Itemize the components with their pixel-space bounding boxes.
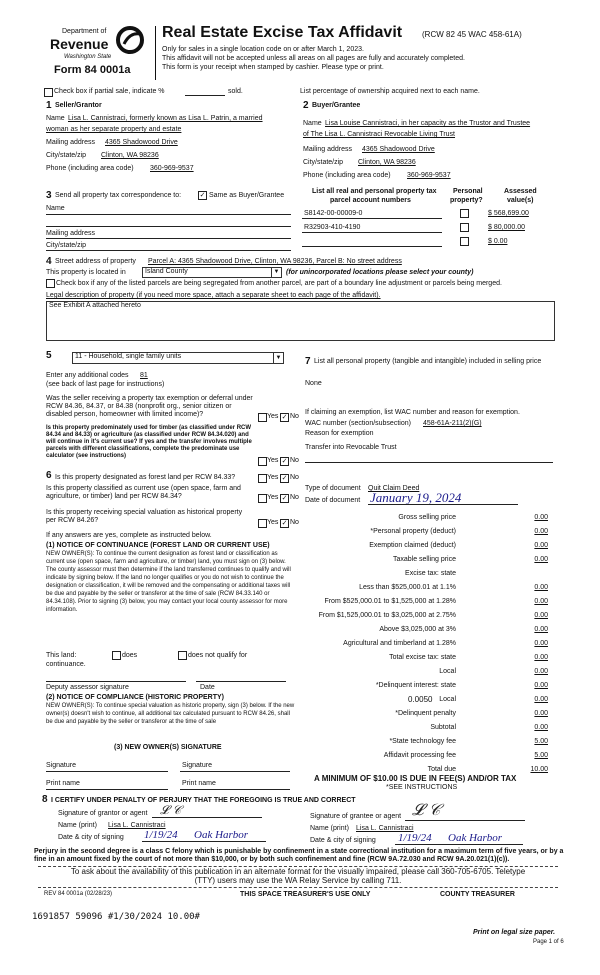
- sec7-label: List all personal property (tangible and intangible) included in selling price: [314, 358, 542, 365]
- parcel-row-1[interactable]: S8142-00-00009-0: [304, 210, 363, 217]
- tax-line-value[interactable]: 5.00: [534, 738, 548, 745]
- buyer-name-line-1[interactable]: Lisa Louise Cannistraci, in her capacity as the Trustor and Trustee: [325, 120, 531, 127]
- see-back-note: (see back of last page for instructions): [46, 381, 165, 388]
- header-note-2: This affidavit will not be accepted unless all areas on all pages are fully and accurately completed.: [162, 55, 465, 62]
- tax-line-label: Subtotal: [430, 724, 456, 731]
- segregated-checkbox[interactable]: [46, 279, 55, 288]
- sec8-num: 8: [42, 794, 48, 805]
- doc-date-field[interactable]: January 19, 2024: [370, 490, 462, 505]
- corr-name-field[interactable]: [46, 214, 291, 215]
- sec6-q1-yes-label: Yes: [267, 474, 279, 481]
- buyer-mail-label: Mailing address: [303, 146, 353, 153]
- seller-mail-field[interactable]: 4365 Shadowood Drive: [105, 139, 178, 146]
- grantee-sig-label: Signature of grantee or agent: [310, 813, 402, 820]
- owner-sig-label-1: Signature: [46, 762, 76, 769]
- parcels-header-1: List all real and personal property tax: [312, 188, 437, 195]
- corr-name-field-2[interactable]: [46, 226, 291, 227]
- legal-label: Legal description of property (if you need more space, attach a separate sheet to each page of the affidavit).: [46, 292, 381, 299]
- buyer-phone-label: Phone (including area code): [303, 172, 391, 179]
- tax-line-label: *Delinquent interest: state: [375, 682, 456, 689]
- sec6-q3-yes-checkbox[interactable]: [258, 519, 267, 528]
- parcels-header-2: parcel account numbers: [330, 197, 411, 204]
- tax-line-value[interactable]: 0.00: [534, 710, 548, 717]
- corr-city-label: City/state/zip: [46, 242, 87, 249]
- header-note-3: This form is your receipt when stamped by cashier. Please type or print.: [162, 64, 384, 71]
- buyer-mail-field[interactable]: 4365 Shadowood Drive: [362, 146, 435, 153]
- tax-line-label: Gross selling price: [398, 514, 456, 521]
- rev-number: REV 84 0001a (02/28/23): [44, 891, 113, 897]
- parcel-row-3-value[interactable]: $ 0.00: [488, 238, 508, 245]
- ada-line-2: (TTY) users may use the WA Relay Service by calling 711.: [194, 876, 402, 885]
- county-value: Island County: [145, 268, 188, 275]
- new-owner-sig-title: (3) NEW OWNER(S) SIGNATURE: [114, 744, 222, 751]
- located-label: This property is located in: [46, 269, 126, 276]
- uninc-note: (for unincorporated locations please select your county): [286, 269, 474, 276]
- corr-label: Send all property tax correspondence to:: [55, 192, 182, 199]
- tax-line-value[interactable]: 0.00: [534, 584, 548, 591]
- sec5-q1-no-label: No: [290, 413, 299, 420]
- corr-city-field[interactable]: [46, 250, 291, 251]
- sec6-q3-no-label: No: [290, 519, 299, 526]
- buyer-phone-field[interactable]: 360-969-9537: [407, 172, 451, 179]
- sec5-num: 5: [46, 350, 52, 361]
- add-codes-label: Enter any additional codes: [46, 372, 129, 379]
- corr-name-label: Name: [46, 205, 65, 212]
- tax-line-value[interactable]: 0.00: [534, 626, 548, 633]
- sec5-q1-yes-label: Yes: [267, 413, 279, 420]
- buyer-name-line-2[interactable]: of The Lisa L. Cannistraci Revocable Living Trust: [303, 131, 456, 138]
- grantor-name-label: Name (print): [58, 822, 97, 829]
- partial-sale-checkbox[interactable]: [44, 88, 53, 97]
- tax-line-label: *State technology fee: [389, 738, 456, 745]
- deputy-signature-line[interactable]: [46, 681, 186, 682]
- land-does-not-checkbox[interactable]: [178, 651, 187, 660]
- sec5-q2-no-label: No: [290, 457, 299, 464]
- if-yes-note: If any answers are yes, complete as instructed below.: [46, 532, 212, 539]
- tax-line-label: *Personal property (deduct): [370, 528, 456, 535]
- buyer-city-field[interactable]: Clinton, WA 98236: [358, 159, 416, 166]
- sec5-q1: Was the seller receiving a property tax exemption or deferral under RCW 84.36, 84.37, or 84.38 (nonprofit org., senior citizen or disabled person, homeowner with limited income)?: [46, 395, 253, 418]
- notice1-text: NEW OWNER(S): To continue the current designation as forest land or classification as current use (open space, farm and agriculture, or timber) land, you must sign on (3) below. The county assessor must then determine if the land transferred continues to qualify and will indicate by signing below. If the land no longer qualifies or you do not wish to continue the designation or classification, it will be removed and the compensating or additional taxes will be due and payable by the seller or transferor at the time of sale (RCW 84.33.140 or 84.34.108). Prior to signing (3) below, you may contact your local county assessor for more information.: [46, 551, 291, 613]
- deputy-date-line[interactable]: [196, 681, 286, 682]
- owner-print-line-2[interactable]: [180, 789, 290, 790]
- tax-line-label: Total excise tax: state: [389, 654, 456, 661]
- seller-mail-label: Mailing address: [46, 139, 96, 146]
- form-number: Form 84 0001a: [54, 64, 131, 76]
- assessed-header-2: value(s): [507, 197, 534, 204]
- sec6-q2-yes-checkbox[interactable]: [258, 494, 267, 503]
- seller-city-label: City/state/zip: [46, 152, 87, 159]
- parcel-row-2-personal-checkbox[interactable]: [460, 223, 469, 232]
- tax-line-label: Taxable selling price: [392, 556, 456, 563]
- minimum-note: A MINIMUM OF $10.00 IS DUE IN FEE(S) AND/OR TAX: [314, 774, 517, 783]
- tax-line-label: From $1,525,000.01 to $3,025,000 at 2.75%: [318, 612, 456, 619]
- add-codes-field[interactable]: 81: [140, 372, 148, 379]
- notice2-text: NEW OWNER(S): To continue special valuation as historic property, sign (3) below. If the new owner(s) doesn't wish to continue, all additional tax calculated pursuant to RCW 84.26, shall be due and payable by the seller or transferor at the time of sale: [46, 703, 295, 725]
- sec6-q2-yes-label: Yes: [267, 494, 279, 501]
- tax-line-label: Local: [439, 696, 456, 703]
- sec6-q3: Is this property receiving special valuation as historical property per RCW 84.26?: [46, 509, 243, 524]
- reason-line: [305, 462, 553, 463]
- sec7-value[interactable]: None: [305, 380, 322, 387]
- tax-line-value[interactable]: 0.00: [534, 682, 548, 689]
- assessed-header-1: Assessed: [504, 188, 537, 195]
- tax-line-value[interactable]: 0.00: [534, 654, 548, 661]
- sec6-q1-yes-checkbox[interactable]: [258, 474, 267, 483]
- seller-city-field[interactable]: Clinton, WA 98236: [101, 152, 159, 159]
- tax-line-label: Agricultural and timberland at 1.28%: [343, 640, 456, 647]
- recording-stamp: 1691857 59096 #1/30/2024 10.00#: [32, 912, 200, 922]
- parcel-row-1-personal-checkbox[interactable]: [460, 209, 469, 218]
- parcel-row-3-personal-checkbox[interactable]: [460, 237, 469, 246]
- this-land-label: This land:: [46, 652, 77, 659]
- street-field[interactable]: Parcel A: 4365 Shadowood Drive, Clinton, WA 98236, Parcel B: No street address: [148, 258, 402, 265]
- grantee-city-field[interactable]: Oak Harbor: [448, 832, 503, 844]
- form-rcw: (RCW 82 45 WAC 458-61A): [422, 30, 522, 39]
- tax-line-value[interactable]: 0.00: [534, 724, 548, 731]
- tax-line-label: Excise tax: state: [405, 570, 456, 577]
- sec6-q2-no-checkbox[interactable]: ✓: [281, 495, 288, 502]
- county-treasurer: COUNTY TREASURER: [440, 891, 515, 898]
- buyer-name-label: Name: [303, 120, 322, 127]
- certify-text: I CERTIFY UNDER PENALTY OF PERJURY THAT THE FOREGOING IS TRUE AND CORRECT: [51, 797, 356, 804]
- sec6-q3-yes-label: Yes: [267, 519, 279, 526]
- use-code-value: 11 - Household, single family units: [75, 353, 182, 360]
- seller-name-line-1[interactable]: Lisa L. Cannistraci, formerly known as Lisa L. Patrin, a married: [68, 115, 263, 122]
- grantee-date-field[interactable]: 1/19/24: [398, 832, 432, 844]
- land-does-not-label: does not qualify for: [188, 652, 248, 659]
- grantee-sig-line[interactable]: [405, 820, 525, 821]
- seller-title: Seller/Grantor: [55, 102, 102, 109]
- tax-line-value[interactable]: 5.00: [534, 752, 548, 759]
- grantee-name-field[interactable]: Lisa L. Cannistraci: [356, 825, 414, 832]
- property-num: 4: [46, 256, 52, 267]
- legal-description-text: See Exhibit A attached hereto: [49, 302, 141, 309]
- sec6-q3-no-checkbox[interactable]: ✓: [281, 520, 288, 527]
- sec5-q1-no-checkbox[interactable]: ✓: [281, 414, 288, 421]
- perjury-text: Perjury in the second degree is a class C felony which is punishable by confinement in a state correctional institution for a maximum term of five years, or by a fine in an amount fixed by the court of not more than $10,000, or by both such confinement and fine (RCW 9A.72.030 and RCW 9A.20.021(1)(c)).: [34, 848, 564, 863]
- header-divider: [155, 26, 156, 80]
- logo-revenue: Revenue: [50, 36, 109, 52]
- treasurer-use: THIS SPACE TREASURER'S USE ONLY: [240, 891, 371, 898]
- land-does-checkbox[interactable]: [112, 651, 121, 660]
- exempt-label: If claiming an exemption, list WAC number and reason for exemption.: [305, 409, 520, 416]
- tax-line-label: Affidavit processing fee: [383, 752, 456, 759]
- doc-date-line: [368, 504, 518, 505]
- county-select[interactable]: [142, 267, 282, 278]
- wac-label: WAC number (section/subsection): [305, 420, 411, 427]
- continuance-label: continuance.: [46, 661, 86, 668]
- legal-paper-note: Print on legal size paper.: [473, 929, 556, 936]
- same-as-buyer-label: Same as Buyer/Grantee: [209, 192, 285, 199]
- grantor-city-field[interactable]: Oak Harbor: [194, 829, 249, 841]
- grantor-date-label: Date & city of signing: [58, 834, 124, 841]
- owner-print-line-1[interactable]: [46, 789, 168, 790]
- tax-line-label: *Delinquent penalty: [395, 710, 456, 717]
- corr-mail-label: Mailing address: [46, 230, 96, 237]
- tax-line-label: Local: [439, 668, 456, 675]
- local-rate: 0.0050: [408, 695, 433, 704]
- personal-header-2: property?: [450, 197, 483, 204]
- parcel-row-1-line: [302, 218, 442, 219]
- tax-line-label: Less than $525,000.01 at 1.1%: [359, 584, 456, 591]
- deputy-label: Deputy assessor signature: [46, 684, 129, 691]
- partial-percent-field[interactable]: [185, 95, 225, 96]
- ownership-note: List percentage of ownership acquired next to each name.: [300, 88, 480, 95]
- owner-sig-line-1[interactable]: [46, 771, 168, 772]
- owner-sig-line-2[interactable]: [180, 771, 290, 772]
- reason-label: Reason for exemption: [305, 430, 374, 437]
- seller-phone-label: Phone (including area code): [46, 165, 134, 172]
- corr-num: 3: [46, 190, 52, 201]
- sec5-q1-yes-checkbox[interactable]: [258, 413, 267, 422]
- seller-name-label: Name: [46, 115, 65, 122]
- personal-header-1: Personal: [453, 188, 483, 195]
- sec6-num: 6: [46, 470, 52, 481]
- tax-line-label: Total due: [427, 766, 456, 773]
- owner-sig-label-2: Signature: [182, 762, 212, 769]
- wac-field[interactable]: 458-61A-211(2)(G): [423, 420, 482, 427]
- grantee-name-label: Name (print): [310, 825, 349, 832]
- owner-print-label-2: Print name: [182, 780, 216, 787]
- legal-description-box[interactable]: [46, 301, 555, 341]
- logo-dept: Department of: [62, 28, 107, 35]
- buyer-num: 2: [303, 100, 309, 111]
- owner-print-label-1: Print name: [46, 780, 80, 787]
- tax-line-value[interactable]: 0.00: [534, 528, 548, 535]
- parcel-row-2-line: [302, 232, 442, 233]
- deputy-date-label: Date: [200, 684, 215, 691]
- county-dropdown-icon[interactable]: ▼: [271, 268, 281, 277]
- revenue-logo: [50, 24, 150, 84]
- form-title: Real Estate Excise Tax Affidavit: [162, 24, 403, 41]
- segregated-label: Check box if any of the listed parcels are being segregated from another parcel, are part of a boundary line adjustment or parcels being merged.: [56, 280, 502, 287]
- grantor-date-line: [142, 841, 266, 842]
- corr-mail-field[interactable]: [46, 238, 291, 239]
- grantor-name-field[interactable]: Lisa L. Cannistraci: [108, 822, 166, 829]
- notice2-title: (2) NOTICE OF COMPLIANCE (HISTORIC PROPERTY): [46, 694, 224, 701]
- tax-line-value[interactable]: 0.00: [534, 640, 548, 647]
- partial-sale-label: Check box if partial sale, indicate %: [54, 88, 165, 95]
- seller-num: 1: [46, 100, 52, 111]
- tax-line-label: From $525,000.01 to $1,525,000 at 1.28%: [324, 598, 456, 605]
- sec5-q2-yes-checkbox[interactable]: [258, 457, 267, 466]
- parcel-row-3-line: [302, 246, 442, 247]
- header-note-1: Only for sales in a single location code on or after March 1, 2023.: [162, 46, 364, 53]
- doc-date-label: Date of document: [305, 497, 361, 504]
- tax-line-label: Exemption claimed (deduct): [369, 542, 456, 549]
- doc-type-field[interactable]: Quit Claim Deed: [368, 485, 420, 492]
- reason-field[interactable]: Transfer into Revocable Trust: [305, 444, 397, 451]
- page-number: Page 1 of 6: [533, 939, 564, 945]
- seller-name-line-2[interactable]: woman as her separate property and estate: [46, 126, 182, 133]
- see-instructions: *SEE INSTRUCTIONS: [386, 784, 458, 791]
- sec6-q1-no-label: No: [290, 474, 299, 481]
- doc-type-label: Type of document: [305, 485, 361, 492]
- use-code-dropdown-icon[interactable]: ▼: [273, 353, 283, 363]
- buyer-title: Buyer/Grantee: [312, 102, 361, 109]
- buyer-city-label: City/state/zip: [303, 159, 344, 166]
- sec6-q1-no-checkbox[interactable]: ✓: [281, 475, 288, 482]
- grantee-signature: 𝓛 𝒞: [412, 800, 441, 819]
- tax-line-value[interactable]: 0.00: [534, 542, 548, 549]
- land-does-label: does: [122, 652, 138, 659]
- ada-line-1: To ask about the availability of this publication in an alternate format for the visually impaired, please call 360-705-6705. Teletype: [70, 867, 526, 876]
- grantee-date-line: [395, 844, 523, 845]
- grantor-signature: 𝓛 𝒞: [160, 803, 182, 817]
- ada-box: [38, 866, 558, 888]
- tax-line-value[interactable]: 0.00: [534, 612, 548, 619]
- notice1-title: (1) NOTICE OF CONTINUANCE (FOREST LAND OR CURRENT USE): [46, 542, 270, 549]
- logo-swoosh-icon: [116, 26, 144, 54]
- sec5-q2-no-checkbox[interactable]: ✓: [281, 458, 288, 465]
- sec7-num: 7: [305, 356, 311, 367]
- tax-line-value[interactable]: 0.00: [534, 598, 548, 605]
- grantor-sig-label: Signature of grantor or agent: [58, 810, 148, 817]
- tax-line-value[interactable]: 0.00: [534, 696, 548, 703]
- sec5-q2-yes-label: Yes: [267, 457, 279, 464]
- parcel-row-2-value[interactable]: $ 80,000.00: [488, 224, 525, 231]
- parcel-row-1-value[interactable]: $ 568,699.00: [488, 210, 529, 217]
- tax-line-value[interactable]: 10.00: [530, 766, 548, 773]
- tax-line-label: Above $3,025,000 at 3%: [379, 626, 456, 633]
- sec6-q1: Is this property designated as forest land per RCW 84.33?: [55, 474, 236, 481]
- same-as-buyer-checkbox[interactable]: ✓: [199, 192, 206, 199]
- use-code-select[interactable]: [72, 352, 284, 364]
- sec5-q2: Is this property predominately used for timber (as classified under RCW 84.34 and 84.33) or agriculture (as classified under RCW 84.34.020) and will continue in it's current use? If yes and the transfer involves multiple parcels with different classifications, complete the predominate use calculator (see instructions): [46, 425, 252, 459]
- tax-line-value[interactable]: 0.00: [534, 514, 548, 521]
- sec6-q2: Is this property classified as current use (open space, farm and agriculture, or timber) land per RCW 84.34?: [46, 485, 241, 500]
- tax-line-value[interactable]: 0.00: [534, 668, 548, 675]
- logo-state: Washington State: [64, 54, 112, 60]
- seller-phone-field[interactable]: 360-969-9537: [150, 165, 194, 172]
- tax-line-value[interactable]: 0.00: [534, 556, 548, 563]
- sec6-q2-no-label: No: [290, 494, 299, 501]
- street-label: Street address of property: [55, 258, 136, 265]
- parcel-row-2[interactable]: R32903-410-4190: [304, 224, 361, 231]
- grantee-date-label: Date & city of signing: [310, 837, 376, 844]
- grantor-date-field[interactable]: 1/19/24: [144, 829, 178, 841]
- partial-sold-label: sold.: [228, 88, 243, 95]
